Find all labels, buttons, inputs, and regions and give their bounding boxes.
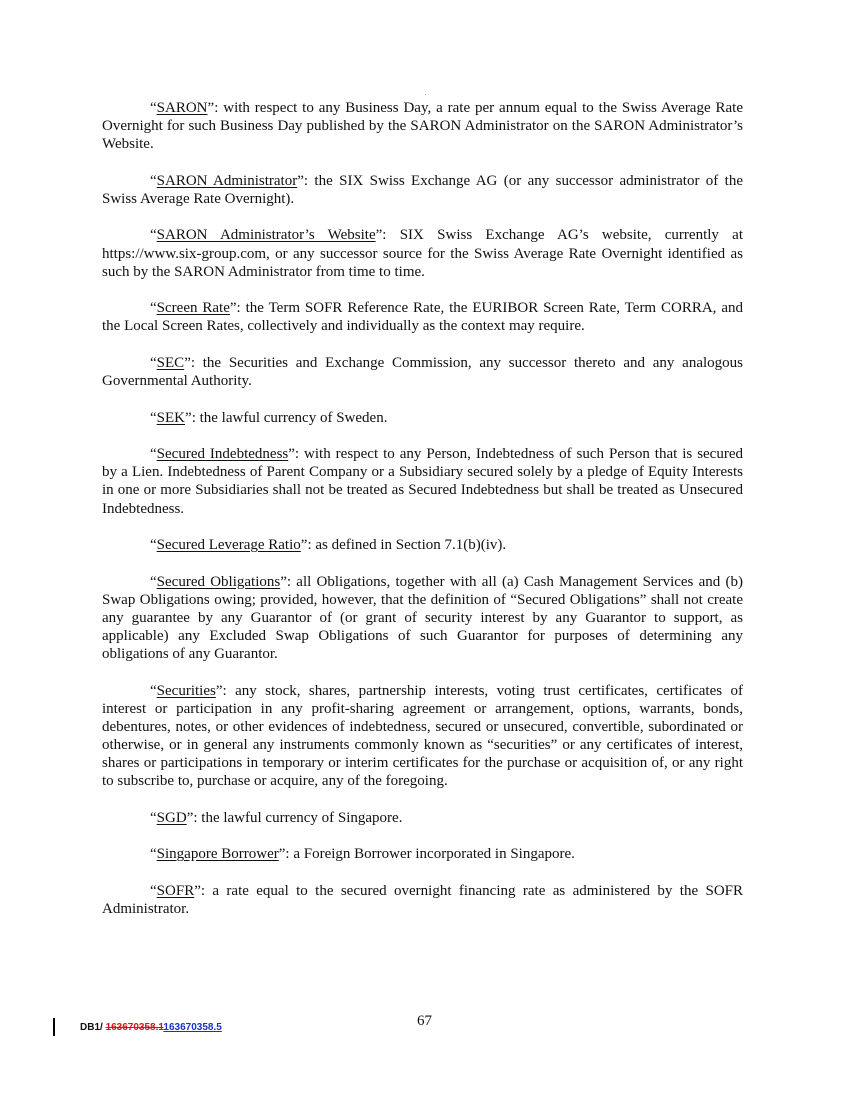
defined-term: Secured Leverage Ratio xyxy=(156,537,301,554)
defined-term: SEK xyxy=(156,409,186,426)
defined-term: SARON xyxy=(156,100,208,116)
deleted-document-id: 163670358.1 xyxy=(105,1022,164,1033)
definition-text: : the SIX Swiss Exchange AG (or any successor administrator of the Swiss Average Rate Overnight). xyxy=(102,172,743,207)
definition-paragraph: “SARON Administrator”: the SIX Swiss Exchange AG (or any successor administrator of the Swiss Average Rate Overnight). xyxy=(102,172,743,207)
definition-text: : all Obligations, together with all (a) Cash Management Services and (b) Swap Obligations owing; provided, however, that the definition of “Secured Obligations” shall not create any guarantee by any Guarantor of (or grant of security interest by any Guarantor to support, as applicable) any Excluded Swap Obligations of such Guarantor for purposes of determining any obligations of any Guarantor. xyxy=(102,573,743,663)
definition-paragraph: “Screen Rate”: the Term SOFR Reference Rate, the EURIBOR Screen Rate, Term CORRA, and the Local Screen Rates, collectively and individually as the context may require. xyxy=(102,300,743,335)
definition-text: : with respect to any Business Day, a rate per annum equal to the Swiss Average Rate Overnight for such Business Day published by the SARON Administrator on the SARON Administrator’s Website. xyxy=(102,100,743,153)
defined-term: Securities xyxy=(156,682,216,699)
definition-paragraph: “Secured Obligations”: all Obligations, together with all (a) Cash Management Services and (b) Swap Obligations owing; provided, however, that the definition of “Secured Obligations” shall not create any guarantee by any Guarantor of (or grant of security interest by any Guarantor to support, as applicable) any Excluded Swap Obligations of such Guarantor for purposes of determining any obligations of any Guarantor. xyxy=(102,573,743,663)
definition-text: : any stock, shares, partnership interests, voting trust certificates, certificates of interest or participation in any profit-sharing agreement or arrangement, options, warrants, bonds, debentures, notes, or other evidences of indebtedness, secured or unsecured, convertible, subordinated or otherwise, or in general any instruments commonly known as “securities” or any certificates of interest, shares or participations in temporary or interim certificates for the purchase or acquisition of, or any right to subscribe to, purchase or acquire, any of the foregoing. xyxy=(102,682,743,790)
definition-text: : a rate equal to the secured overnight financing rate as administered by the SOFR Administrator. xyxy=(102,882,743,917)
defined-term: SARON Administrator xyxy=(156,172,298,189)
definition-paragraph: “SARON”: with respect to any Business Day, a rate per annum equal to the Swiss Average Rate Overnight for such Business Day published by the SARON Administrator on the SARON Administrator’s Website. xyxy=(102,100,743,153)
defined-term: Screen Rate xyxy=(156,300,230,317)
definition-paragraph: “SEC”: the Securities and Exchange Commission, any successor thereto and any analogous Governmental Authority. xyxy=(102,354,743,390)
defined-term: SGD xyxy=(156,809,187,826)
definition-text: : as defined in Section 7.1(b)(iv). xyxy=(307,537,507,554)
definition-paragraph: “SEK”: the lawful currency of Sweden. xyxy=(150,409,388,426)
defined-term: SOFR xyxy=(156,882,195,899)
definition-paragraph: “SOFR”: a rate equal to the secured overnight financing rate as administered by the SOFR Administrator. xyxy=(102,882,743,917)
page-speck xyxy=(425,94,426,95)
definition-text: : the lawful currency of Sweden. xyxy=(191,409,388,426)
defined-term: Singapore Borrower xyxy=(156,846,279,863)
definition-text: : the lawful currency of Singapore. xyxy=(193,809,403,826)
definition-text: : with respect to any Person, Indebtedness of such Person that is secured by a Lien. Indebtedness of Parent Company or a Subsidiary secured solely by a pledge of Equity Interests in one or more Subsidiaries shall not be treated as Secured Indebtedness but shall be treated as Unsecured Indebtedness. xyxy=(102,446,743,517)
defined-term: SEC xyxy=(156,354,185,371)
definition-text: : SIX Swiss Exchange AG’s website, currently at https://www.six-group.com, or any successor source for the Swiss Average Rate Overnight identified as such by the SARON Administrator from time to time. xyxy=(102,227,743,280)
document-id-prefix: DB1/ xyxy=(80,1022,106,1033)
definition-paragraph: “Securities”: any stock, shares, partnership interests, voting trust certificates, certificates of interest or participation in any profit-sharing agreement or arrangement, options, warrants, bonds, debentures, notes, or other evidences of indebtedness, secured or unsecured, convertible, subordinated or otherwise, or in general any instruments commonly known as “securities” or any certificates of interest, shares or participations in temporary or interim certificates for the purchase or acquisition of, or any right to subscribe to, purchase or acquire, any of the foregoing. xyxy=(102,682,743,790)
definition-text: : a Foreign Borrower incorporated in Singapore. xyxy=(285,846,575,863)
definition-paragraph: “SGD”: the lawful currency of Singapore. xyxy=(150,809,403,826)
page-number: 67 xyxy=(417,1013,432,1029)
defined-term: Secured Indebtedness xyxy=(156,446,289,463)
definition-paragraph: “Secured Leverage Ratio”: as defined in Section 7.1(b)(iv). xyxy=(150,537,507,554)
definition-paragraph: “Singapore Borrower”: a Foreign Borrower incorporated in Singapore. xyxy=(150,846,575,863)
definition-text: : the Securities and Exchange Commission, any successor thereto and any analogous Governmental Authority. xyxy=(102,354,743,390)
defined-term: Secured Obligations xyxy=(156,573,281,590)
inserted-document-id: 163670358.5 xyxy=(163,1022,222,1033)
definition-text: : the Term SOFR Reference Rate, the EURIBOR Screen Rate, Term CORRA, and the Local Screen Rates, collectively and individually as the context may require. xyxy=(102,300,743,335)
defined-term: SARON Administrator’s Website xyxy=(156,227,376,244)
definition-paragraph: “SARON Administrator’s Website”: SIX Swiss Exchange AG’s website, currently at https://www.six-group.com, or any successor source for the Swiss Average Rate Overnight identified as such by the SARON Administrator from time to time. xyxy=(102,227,743,280)
definitions-section xyxy=(102,99,743,937)
definition-paragraph: “Secured Indebtedness”: with respect to any Person, Indebtedness of such Person that is secured by a Lien. Indebtedness of Parent Company or a Subsidiary secured solely by a pledge of Equity Interests in one or more Subsidiaries shall not be treated as Secured Indebtedness but shall be treated as Unsecured Indebtedness. xyxy=(102,446,743,517)
